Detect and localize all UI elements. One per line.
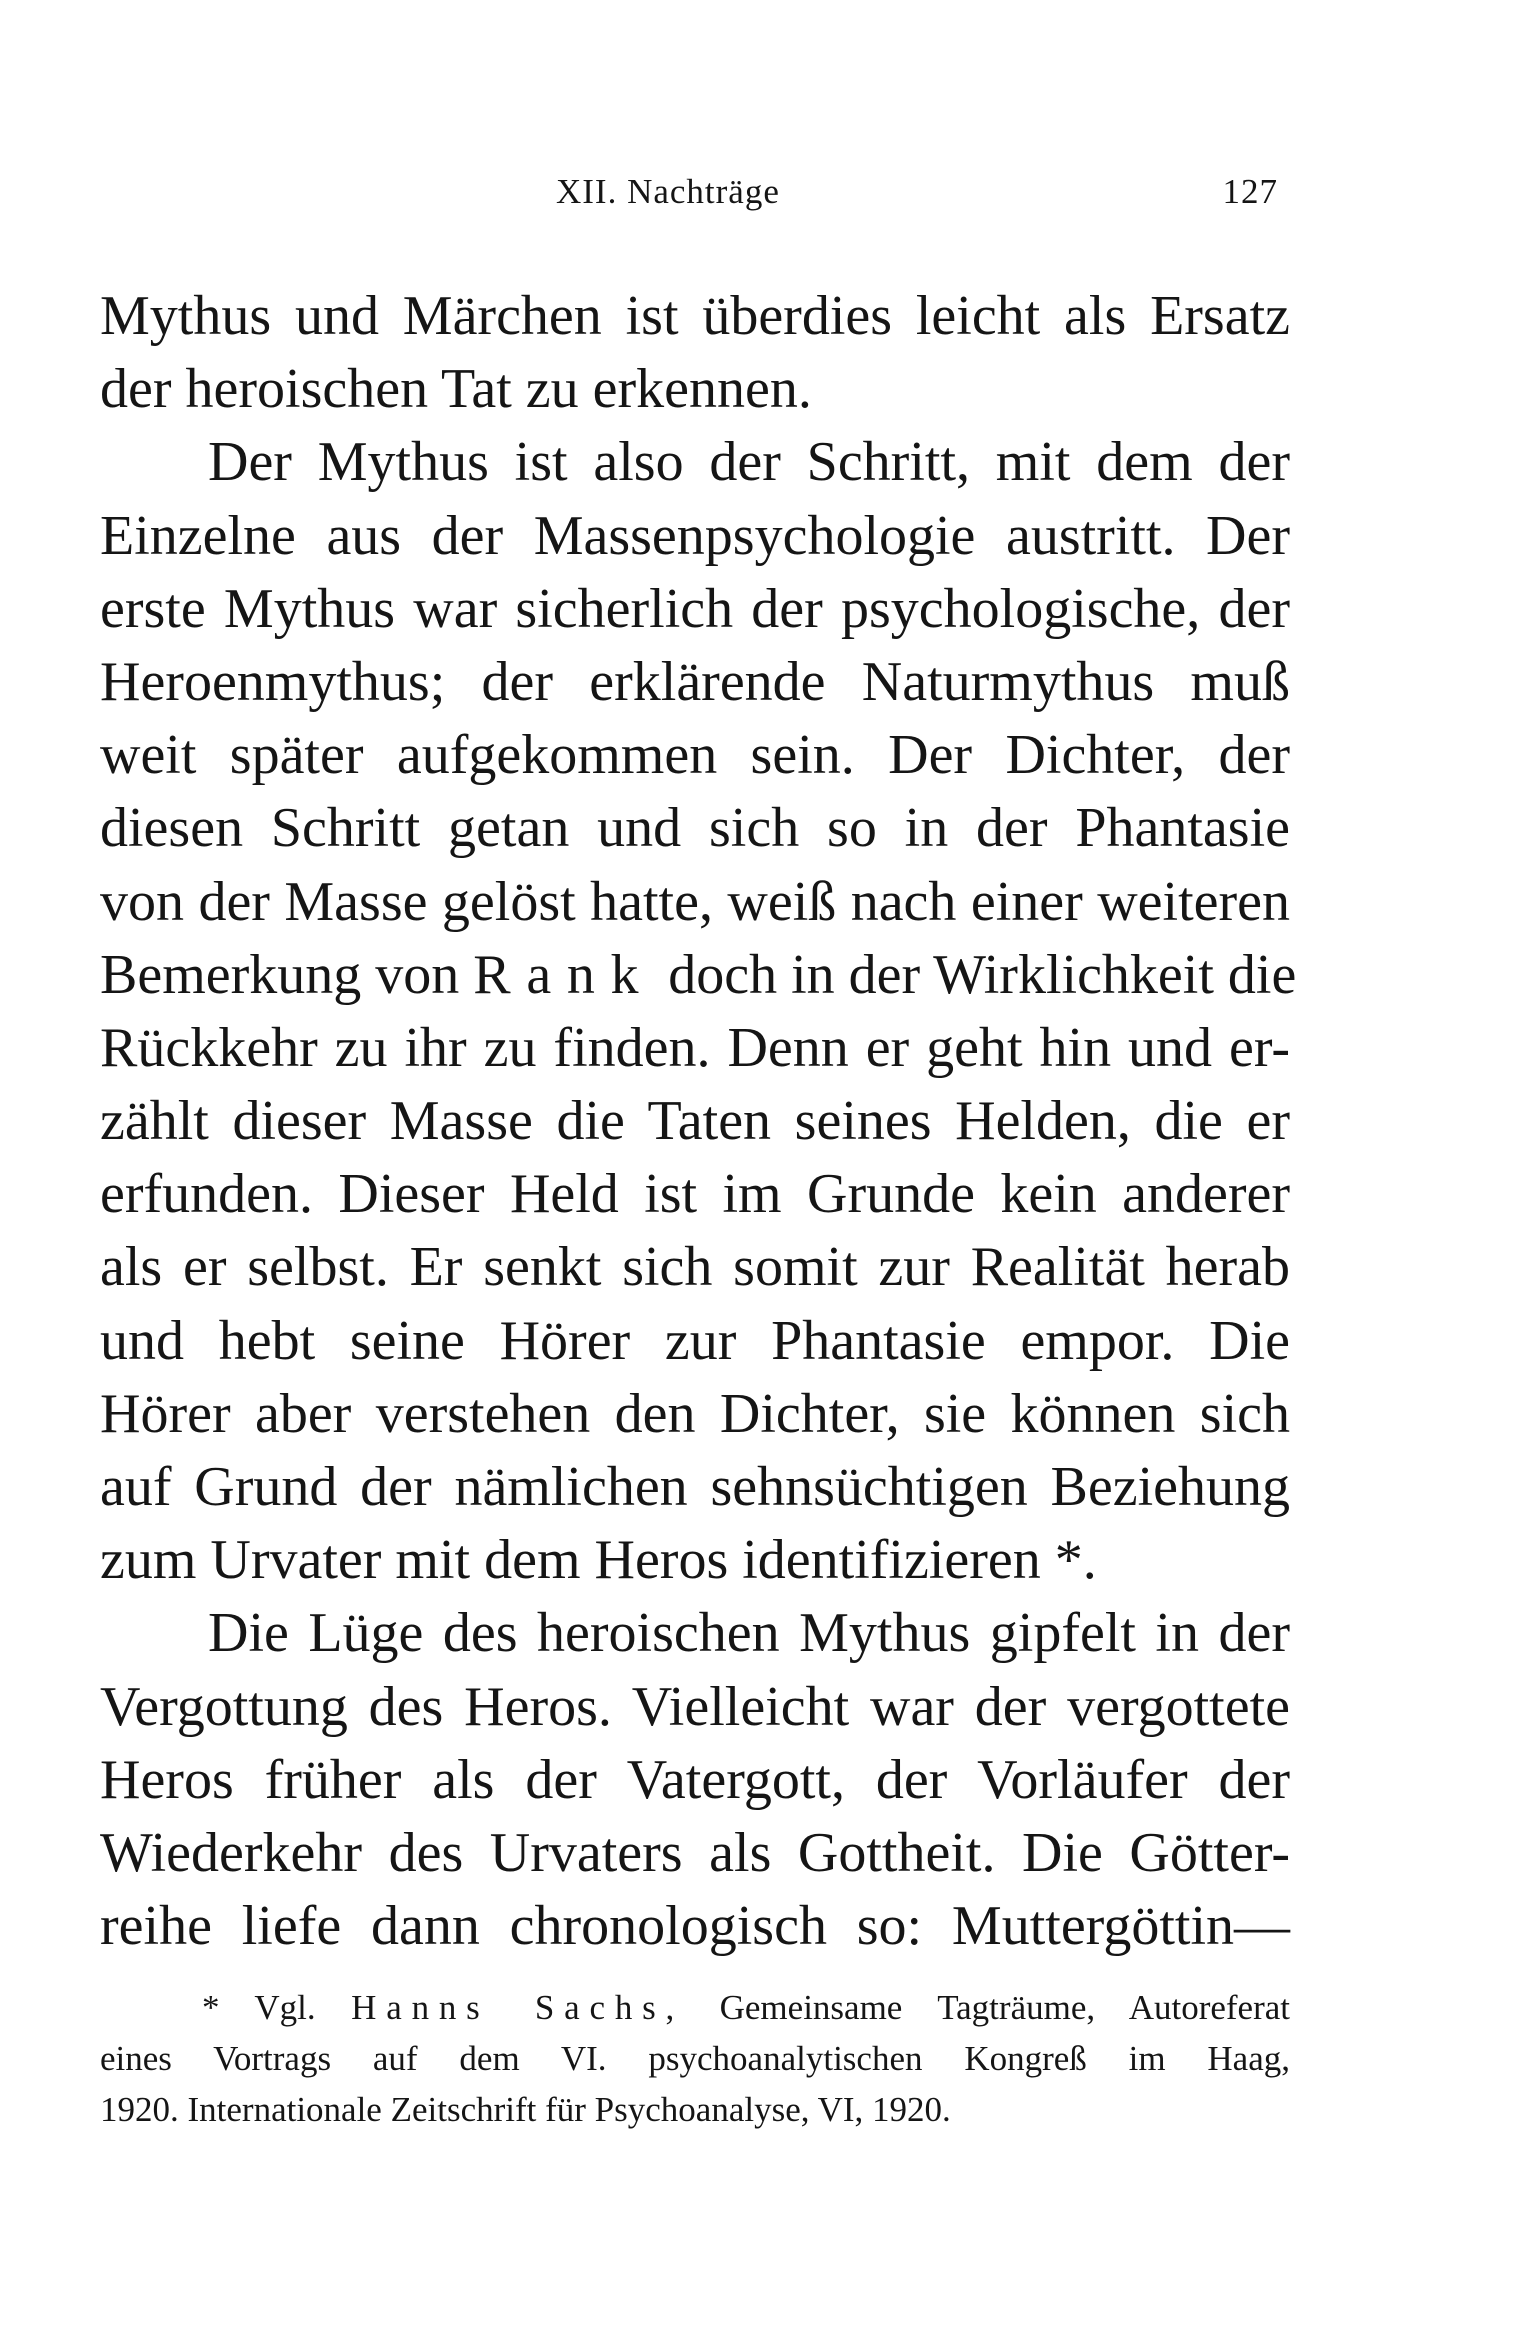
text-line: auf Grund der nämlichen sehnsüchtigen Beziehung xyxy=(100,1456,1290,1518)
text-line: Hörer aber verstehen den Dichter, sie können sich xyxy=(100,1382,1290,1445)
text-line: erfunden. Dieser Held ist im Grunde kein anderer xyxy=(100,1163,1290,1226)
footnote-line: eines Vortrags auf dem VI. psychoanalytischen Kongreß im Haag, xyxy=(100,2039,1290,2078)
text-line: reihe liefe dann chronologisch so: Muttergöttin— xyxy=(100,1895,1290,1958)
page-number: 127 xyxy=(1222,172,1278,211)
text-line: Die Lüge des heroischen Mythus gipfelt in der xyxy=(208,1602,1290,1665)
chapter-title: XII. Nachträge xyxy=(556,172,780,211)
footnote-marker: * Vgl. xyxy=(202,1988,316,2027)
text-line: von der Masse gelöst hatte, weiß nach einer weiteren xyxy=(100,870,1290,933)
footnote-line: 1920. Internationale Zeitschrift für Psychoanalyse, VI, 1920. xyxy=(100,2090,951,2129)
author-name-sachs: Hanns Sachs, xyxy=(351,1988,685,2027)
text-line: Der Mythus ist also der Schritt, mit dem der xyxy=(208,431,1290,494)
running-head xyxy=(100,172,1278,222)
author-name-rank: Rank xyxy=(473,943,655,1006)
text-line: Heroenmythus; der erklärende Naturmythus muß xyxy=(100,650,1290,713)
text-fragment: doch in der Wirklichkeit die xyxy=(668,943,1297,1006)
text-line: Heros früher als der Vatergott, der Vorläufer der xyxy=(100,1748,1290,1811)
text-fragment: Bemerkung von xyxy=(100,943,460,1006)
footnote-fragment: Gemeinsame Tagträume, Autoreferat xyxy=(719,1988,1290,2027)
text-line: Mythus und Märchen ist überdies leicht als Ersatz xyxy=(100,285,1290,347)
body-text xyxy=(100,280,1297,1963)
footnote-line xyxy=(100,1982,1290,2033)
text-line-with-name xyxy=(100,939,1297,1012)
text-line: und hebt seine Hörer zur Phantasie empor. Die xyxy=(100,1309,1290,1372)
text-line: zählt dieser Masse die Taten seines Helden, die er xyxy=(100,1090,1290,1153)
text-line: zum Urvater mit dem Heros identifizieren *. xyxy=(100,1529,1097,1592)
text-line: der heroischen Tat zu erkennen. xyxy=(100,358,812,421)
footnote xyxy=(100,1982,1290,2135)
text-line: Rückkehr zu ihr zu finden. Denn er geht hin und er- xyxy=(100,1016,1290,1079)
text-line: weit später aufgekommen sein. Der Dichter, der xyxy=(100,724,1290,787)
text-line: Wiederkehr des Urvaters als Gottheit. Die Götter- xyxy=(100,1821,1290,1884)
text-line: erste Mythus war sicherlich der psychologische, der xyxy=(100,577,1290,640)
text-line: Vergottung des Heros. Vielleicht war der vergottete xyxy=(100,1675,1290,1738)
text-line: Einzelne aus der Massenpsychologie austritt. Der xyxy=(100,504,1290,567)
text-line: diesen Schritt getan und sich so in der Phantasie xyxy=(100,797,1290,860)
text-line: als er selbst. Er senkt sich somit zur Realität herab xyxy=(100,1236,1290,1299)
